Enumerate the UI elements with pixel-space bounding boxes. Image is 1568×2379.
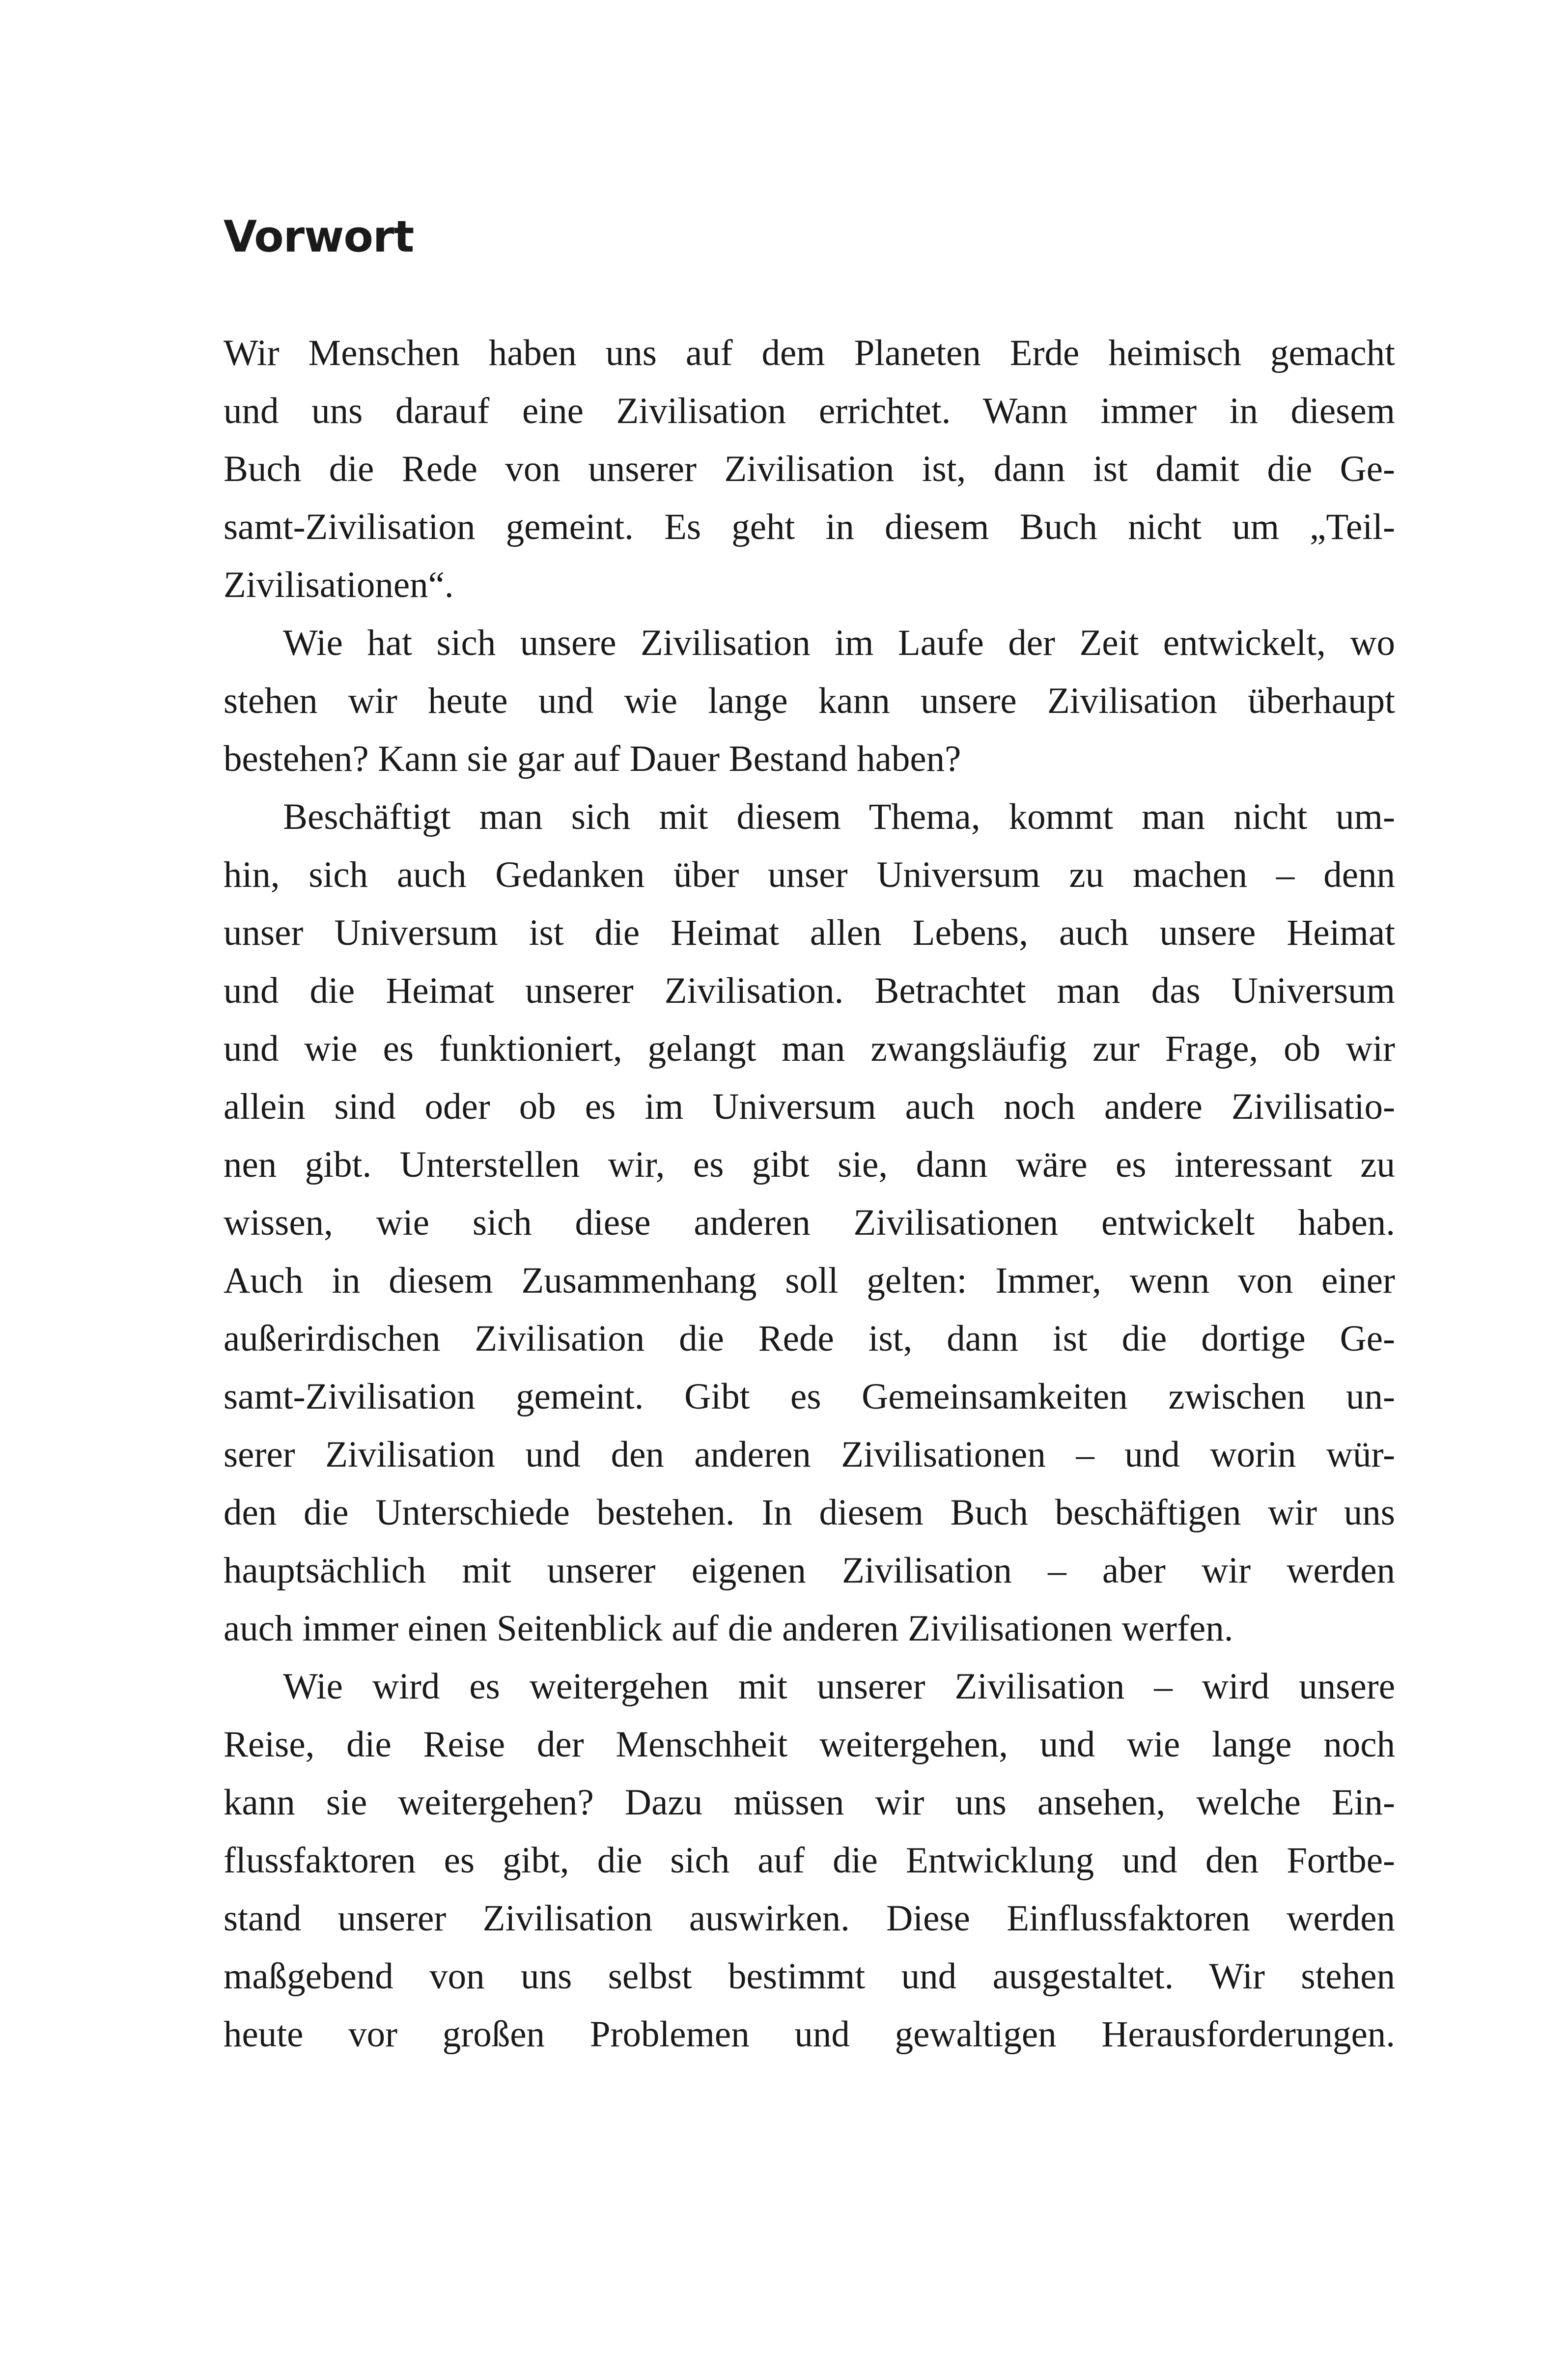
text-line: und uns darauf eine Zivilisation errichtet. Wann immer in diesem (224, 391, 1395, 431)
text-line: Beschäftigt man sich mit diesem Thema, kommt man nicht um- (283, 796, 1395, 837)
text-line: den die Unterschiede bestehen. In diesem Buch beschäftigen wir uns (224, 1492, 1395, 1533)
text-line: hauptsächlich mit unserer eigenen Zivilisation – aber wir werden (224, 1550, 1395, 1591)
text-line: samt-Zivilisation gemeint. Gibt es Gemeinsamkeiten zwischen un- (224, 1376, 1395, 1417)
text-line: allein sind oder ob es im Universum auch noch andere Zivilisatio- (224, 1086, 1395, 1127)
text-line: und die Heimat unserer Zivilisation. Betrachtet man das Universum (224, 970, 1395, 1011)
text-line: Wir Menschen haben uns auf dem Planeten Erde heimisch gemacht (224, 333, 1395, 373)
text-line: wissen, wie sich diese anderen Zivilisationen entwickelt haben. (224, 1202, 1395, 1243)
text-line: nen gibt. Unterstellen wir, es gibt sie, dann wäre es interessant zu (224, 1144, 1395, 1185)
text-line: maßgebend von uns selbst bestimmt und ausgestaltet. Wir stehen (224, 1956, 1395, 1997)
text-line: stehen wir heute und wie lange kann unsere Zivilisation überhaupt (224, 680, 1395, 721)
text-line: Reise, die Reise der Menschheit weitergehen, und wie lange noch (224, 1724, 1395, 1765)
text-line: und wie es funktioniert, gelangt man zwangsläufig zur Frage, ob wir (224, 1028, 1395, 1069)
text-line: Wie hat sich unsere Zivilisation im Laufe der Zeit entwickelt, wo (283, 623, 1395, 663)
text-line: Zivilisationen“. (224, 565, 454, 605)
text-line: unser Universum ist die Heimat allen Lebens, auch unsere Heimat (224, 912, 1395, 953)
text-line: Buch die Rede von unserer Zivilisation ist, dann ist damit die Ge- (224, 449, 1395, 489)
text-line: samt-Zivilisation gemeint. Es geht in diesem Buch nicht um „Teil- (224, 507, 1395, 547)
text-line: außerirdischen Zivilisation die Rede ist, dann ist die dortige Ge- (224, 1318, 1395, 1359)
paragraph (224, 324, 1395, 614)
paragraph (224, 788, 1395, 1658)
text-line: kann sie weitergehen? Dazu müssen wir uns ansehen, welche Ein- (224, 1782, 1395, 1823)
text-line: auch immer einen Seitenblick auf die anderen Zivilisationen werfen. (224, 1608, 1233, 1649)
body-text (224, 324, 1395, 2064)
text-line: serer Zivilisation und den anderen Zivilisationen – und worin wür- (224, 1434, 1395, 1475)
chapter-title: Vorwort (224, 211, 414, 262)
text-line: Auch in diesem Zusammenhang soll gelten: Immer, wenn von einer (224, 1260, 1395, 1301)
text-line: Wie wird es weitergehen mit unserer Zivilisation – wird unsere (283, 1666, 1395, 1707)
text-line: stand unserer Zivilisation auswirken. Diese Einflussfaktoren werden (224, 1898, 1395, 1939)
text-line: heute vor großen Problemen und gewaltigen Herausforderungen. (224, 2014, 1395, 2055)
paragraph (224, 1658, 1395, 2064)
text-line: flussfaktoren es gibt, die sich auf die Entwicklung und den Fortbe- (224, 1840, 1395, 1881)
text-line: hin, sich auch Gedanken über unser Universum zu machen – denn (224, 854, 1395, 895)
text-line: bestehen? Kann sie gar auf Dauer Bestand haben? (224, 738, 961, 779)
paragraph (224, 614, 1395, 788)
